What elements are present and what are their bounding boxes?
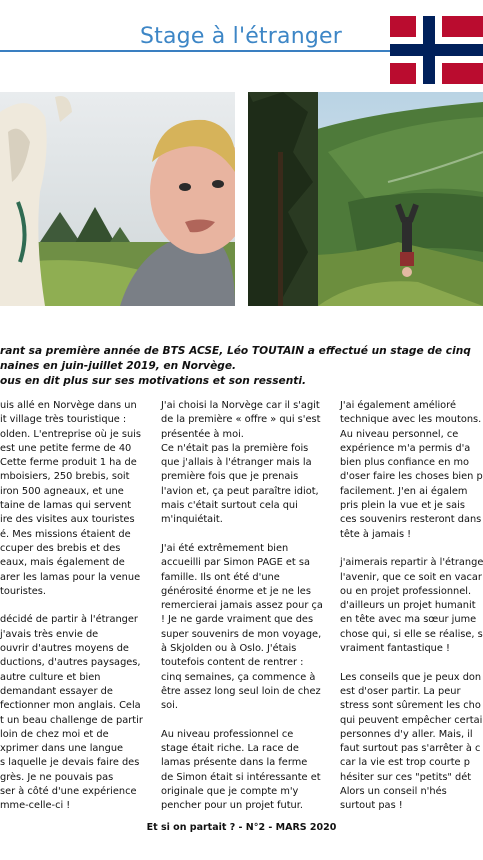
norway-flag-icon bbox=[390, 16, 483, 84]
article-line: hésiter sur ces "petits" dét bbox=[340, 771, 472, 783]
article-line bbox=[0, 599, 140, 613]
article-line: touristes. bbox=[0, 585, 46, 597]
article-line: xprimer dans une langue bbox=[0, 743, 124, 755]
page-footer: Et si on partait ? - N°2 - MARS 2020 bbox=[146, 822, 337, 833]
article-line: technique avec les moutons. bbox=[340, 414, 482, 426]
article-line: Ce n'était pas la première fois bbox=[161, 442, 309, 454]
article-line: j'avais très envie de bbox=[0, 628, 99, 640]
article-line: super souvenirs de mon voyage, bbox=[161, 628, 322, 640]
article-line: m'inquiétait. bbox=[161, 514, 223, 526]
article-line: originale que je compte m'y bbox=[161, 786, 299, 798]
article-line: grès. Je ne pouvais pas bbox=[0, 771, 114, 783]
article-line: demandant essayer de bbox=[0, 685, 113, 697]
article-line: Au niveau professionnel ce bbox=[161, 728, 294, 740]
article-line: uis allé en Norvège dans un bbox=[0, 400, 137, 411]
article-line: olden. L'entreprise où je suis bbox=[0, 428, 142, 440]
article-line: j'aimerais repartir à l'étrange bbox=[340, 557, 483, 569]
intro-line: rant sa première année de BTS ACSE, Léo TOUTAIN a effectué un stage de cinq bbox=[0, 345, 471, 357]
article-line: de Simon était si intéressante et bbox=[161, 771, 321, 783]
article-line: être assez long seul loin de chez bbox=[161, 685, 321, 697]
article-line: d'ailleurs un projet humanit bbox=[340, 600, 476, 612]
article-line: l'avion et, ça peut paraître idiot, bbox=[161, 485, 319, 497]
article-line: autre culture et bien bbox=[0, 671, 101, 683]
article-line: Alors un conseil n'hés bbox=[340, 786, 447, 798]
intro-line: naines en juin-juillet 2019, en Norvège. bbox=[0, 360, 237, 372]
article-line: personnes d'y aller. Mais, il bbox=[340, 728, 473, 740]
article-line: s laquelle je devais faire des bbox=[0, 757, 140, 769]
article-line: première fois que je prenais bbox=[161, 471, 299, 483]
article-line: loin de chez moi et de bbox=[0, 728, 109, 740]
article-line: ces souvenirs resteront dans bbox=[340, 514, 482, 526]
article-line: taine de lamas qui servent bbox=[0, 500, 132, 512]
article-line: Cette ferme produit 1 ha de bbox=[0, 457, 137, 469]
article-line: famille. Ils ont été d'une bbox=[161, 571, 280, 583]
article-line: Au niveau personnel, ce bbox=[340, 428, 459, 440]
article-line: à Skjolden ou à Oslo. J'étais bbox=[161, 643, 297, 655]
article-line: d'oser faire les choses bien p bbox=[340, 471, 483, 483]
article-line: soi. bbox=[161, 700, 178, 712]
article-line: mme-celle-ci ! bbox=[0, 800, 71, 812]
photo-selfie-with-llama bbox=[0, 92, 235, 306]
article-line: stress sont sûrement les cho bbox=[340, 700, 481, 712]
article-line bbox=[161, 528, 323, 542]
article-line: ire des visites aux touristes bbox=[0, 514, 135, 526]
article-line: mboisiers, 250 brebis, soit bbox=[0, 471, 130, 483]
article-line: l'avenir, que ce soit en vacar bbox=[340, 571, 482, 583]
article-line bbox=[340, 542, 483, 556]
article-line bbox=[340, 656, 483, 670]
article-column-1 bbox=[0, 399, 143, 814]
article-line: eaux, mais également de bbox=[0, 557, 125, 569]
article-line: Les conseils que je peux don bbox=[340, 671, 482, 683]
article-line: décidé de partir à l'étranger bbox=[0, 614, 138, 626]
article-line: chose qui, si elle se réalise, s bbox=[340, 628, 483, 640]
article-line: tête à jamais ! bbox=[340, 528, 412, 540]
article-line: J'ai également amélioré bbox=[340, 400, 457, 411]
article-line: cinq semaines, ça commence à bbox=[161, 671, 316, 683]
article-line: bien plus confiance en mo bbox=[340, 457, 470, 469]
article-line: mais c'était surtout cela qui bbox=[161, 500, 298, 512]
article-line: faut surtout pas s'arrêter à c bbox=[340, 743, 481, 755]
photo-handstand-mountain-valley bbox=[248, 92, 483, 306]
article-line: qui peuvent empêcher certai bbox=[340, 714, 483, 726]
article-line: J'ai été extrêmement bien bbox=[161, 542, 289, 554]
article-line: toutefois content de rentrer : bbox=[161, 657, 304, 669]
article-line bbox=[161, 714, 323, 728]
article-column-2 bbox=[161, 399, 323, 814]
article-line: est une petite ferme de 40 bbox=[0, 442, 132, 454]
article-line: surtout pas ! bbox=[340, 800, 403, 812]
article-line: pris plein la vue et je sais bbox=[340, 500, 465, 512]
intro-line: ous en dit plus sur ses motivations et son ressenti. bbox=[0, 375, 306, 387]
article-line: ouvrir d'autres moyens de bbox=[0, 643, 129, 655]
article-line: lamas présente dans la ferme bbox=[161, 757, 308, 769]
article-line: présentée à moi. bbox=[161, 428, 244, 440]
page-title: Stage à l'étranger bbox=[140, 24, 342, 49]
article-line: iron 500 agneaux, et une bbox=[0, 485, 124, 497]
article-line: de la première « offre » qui s'est bbox=[161, 414, 321, 426]
article-line: stage était riche. La race de bbox=[161, 743, 299, 755]
article-line: ser à côté d'une expérience bbox=[0, 786, 137, 798]
article-line: en tête avec ma sœur jume bbox=[340, 614, 477, 626]
header-rule bbox=[0, 50, 390, 52]
article-line: remercierai jamais assez pour ça bbox=[161, 600, 323, 612]
article-column-3 bbox=[340, 399, 483, 814]
article-line: é. Mes missions étaient de bbox=[0, 528, 131, 540]
article-line: J'ai choisi la Norvège car il s'agit bbox=[161, 400, 320, 411]
article-line: ou en projet professionnel. bbox=[340, 585, 472, 597]
intro-paragraph bbox=[0, 344, 483, 389]
article-line: expérience m'a permis d'a bbox=[340, 442, 471, 454]
article-line: pencher pour un projet futur. bbox=[161, 800, 303, 812]
article-line: fectionner mon anglais. Cela bbox=[0, 700, 141, 712]
article-line: facilement. J'en ai égalem bbox=[340, 485, 468, 497]
article-line: ccuper des brebis et des bbox=[0, 542, 121, 554]
article-line: ! Je ne garde vraiment que des bbox=[161, 614, 314, 626]
article-line: que j'allais à l'étranger mais la bbox=[161, 457, 312, 469]
article-line: arer les lamas pour la venue bbox=[0, 571, 141, 583]
article-line: générosité énorme et je ne les bbox=[161, 585, 311, 597]
article-line: ductions, d'autres paysages, bbox=[0, 657, 141, 669]
article-line: est d'oser partir. La peur bbox=[340, 685, 461, 697]
article-line: car la vie est trop courte p bbox=[340, 757, 470, 769]
article-line: vraiment fantastique ! bbox=[340, 643, 450, 655]
article-line: t un beau challenge de partir bbox=[0, 714, 143, 726]
article-line: it village très touristique : bbox=[0, 414, 127, 426]
article-line: accueilli par Simon PAGE et sa bbox=[161, 557, 310, 569]
